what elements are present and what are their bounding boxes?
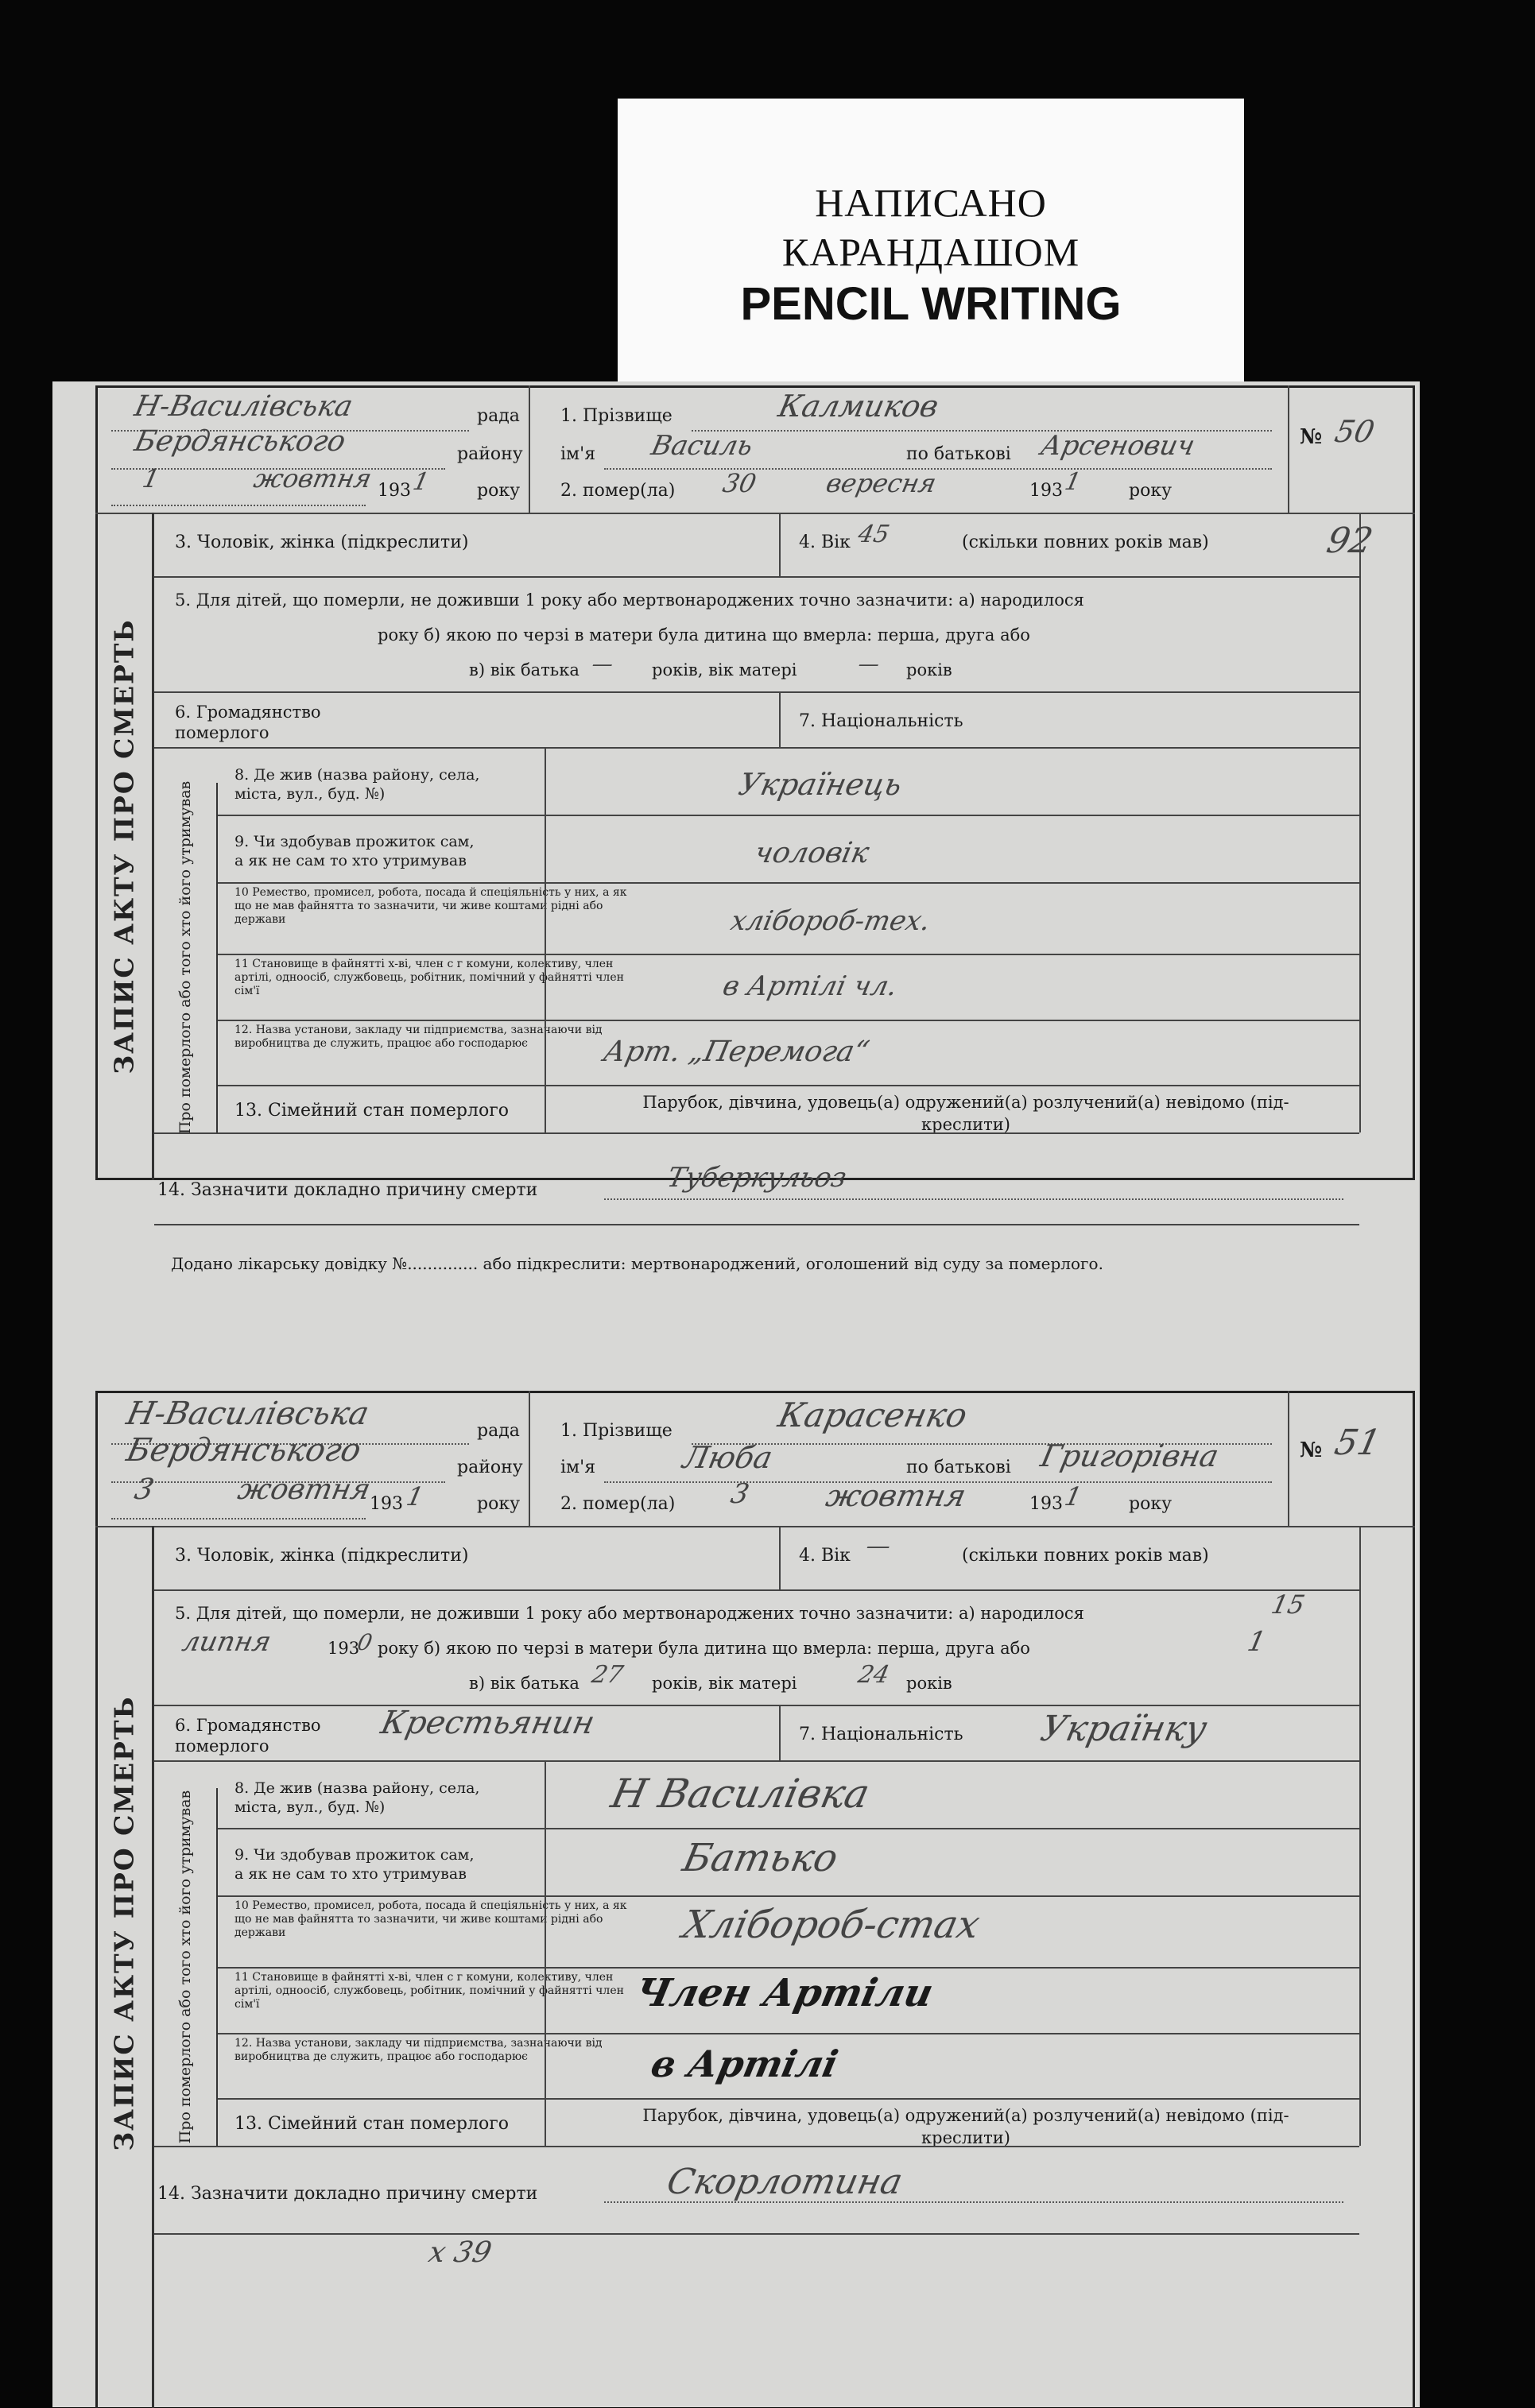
record-number: 51	[1331, 1423, 1385, 1463]
residence-label: 8. Де жив (назва району, села, міста, вул., буд. №)	[235, 766, 480, 803]
age-value: 45	[855, 521, 892, 548]
occupation-value: хлібороб-тех.	[727, 905, 934, 937]
record-number: 50	[1331, 414, 1378, 449]
age-label: 4. Вік	[799, 532, 851, 552]
label-line-1: НАПИСАНО	[815, 180, 1047, 225]
death-month-value: вересня	[823, 468, 940, 498]
death-record-51	[95, 1391, 1421, 2407]
council-value: Н-Василівська	[123, 1396, 373, 1432]
number-label: №	[1300, 425, 1323, 449]
pencil-writing-label	[618, 99, 1244, 385]
reg-year-value: 1	[403, 1481, 427, 1512]
mother-age-label: років, вік матері	[652, 660, 797, 679]
occupation-value: Хлібороб-стах	[679, 1903, 984, 1947]
age-value: —	[863, 1532, 893, 1560]
father-age-label: в) вік батька	[469, 660, 580, 679]
years-label: років	[906, 1674, 952, 1693]
died-label: 2. помер(ла)	[560, 481, 676, 501]
cause-value: Скорлотина	[663, 2162, 906, 2202]
death-year-value: 1	[1062, 468, 1083, 496]
workplace-value: в Артілі	[647, 2042, 842, 2085]
workplace-label: 12. Назва установи, закладу чи підприємства, зазначаючи від виробництва де служить, працює або господарює	[235, 1024, 603, 1050]
status-label: 11 Становище в файнятті х-ві, член с г комуни, колективу, член артілі, одноосіб, службовець, робітник, помічний у файнятті член сім'ї	[235, 958, 624, 997]
patronymic-label: по батькові	[906, 1458, 1011, 1477]
surname-label: 1. Прізвище	[560, 406, 673, 426]
mother-age-label: років, вік матері	[652, 1674, 797, 1693]
name-label: ім'я	[560, 1458, 596, 1477]
death-roku-label: року	[1129, 1494, 1173, 1514]
cause-value-50: Туберкульоз	[664, 1162, 850, 1194]
district-value: Бердянського	[131, 425, 349, 458]
roku-label: року	[477, 481, 521, 501]
occupation-label: 10 Ремество, промисел, робота, посада й спеціяльність у них, а як що не мав файнятта то зазначити, чи живе коштами рідні або держави	[235, 886, 627, 926]
born-year-prefix: 193	[328, 1639, 360, 1658]
patronymic-value: Григорівна	[1037, 1438, 1223, 1473]
margin-note: 92	[1323, 521, 1377, 561]
reg-month-value: жовтня	[235, 1473, 374, 1506]
workplace-value: Арт. „Перемога“	[600, 1036, 872, 1068]
label-line-2: КАРАНДАШОМ	[781, 230, 1080, 274]
label-line-3: PENCIL WRITING	[740, 278, 1122, 330]
death-roku-label: року	[1129, 481, 1173, 501]
residence-label: 8. Де жив (назва району, села, міста, вул., буд. №)	[235, 1779, 480, 1816]
vertical-title: ЗАПИС АКТУ ПРО СМЕРТЬ	[95, 1526, 154, 2408]
rada-label: рада	[477, 1421, 520, 1441]
roku-label: року	[477, 1494, 521, 1514]
father-age-value: 27	[589, 1661, 626, 1689]
occupation-label: 10 Ремество, промисел, робота, посада й спеціяльність у них, а як що не мав файнятта то зазначити, чи живе коштами рідні або держави	[235, 1899, 627, 1939]
support-value: чоловік	[751, 837, 872, 869]
support-label: 9. Чи здобував прожиток сам, а як не сам то хто утримував	[235, 833, 475, 869]
years-label: років	[906, 660, 952, 679]
support-value: Батько	[679, 1836, 843, 1880]
children-note-line1: 5. Для дітей, що померли, не доживши 1 року або мертвонароджених точно зазначити: а) народилося	[175, 1604, 1084, 1623]
reg-month-value: жовтня	[250, 463, 374, 494]
died-label: 2. помер(ла)	[560, 1494, 676, 1514]
residence-value: Н Василівка	[607, 1771, 874, 1817]
vertical-subtitle: Про померлого або того хто його утримував	[154, 1788, 218, 2146]
name-value: Василь	[648, 430, 756, 462]
status-label: 11 Становище в файнятті х-ві, член с г комуни, колективу, член артілі, одноосіб, службовець, робітник, помічний у файнятті член сім'ї	[235, 1971, 624, 2011]
rayonu-label: району	[457, 444, 523, 464]
death-month-value: жовтня	[823, 1478, 970, 1513]
age-label: 4. Вік	[799, 1546, 851, 1566]
surname-value: Карасенко	[774, 1396, 971, 1434]
mother-age-value: —	[855, 652, 882, 676]
death-year-value: 1	[1061, 1481, 1085, 1512]
children-note-line1: 5. Для дітей, що померли, не доживши 1 року або мертвонароджених точно зазначити: а) народилося	[175, 590, 1084, 610]
cause-label-50: 14. Зазначити докладно причину смерти	[157, 1180, 538, 1200]
family-status-label: 13. Сімейний стан померлого	[235, 2114, 510, 2134]
father-age-label: в) вік батька	[469, 1674, 580, 1693]
born-year-value: 0	[355, 1629, 375, 1655]
death-year-prefix: 193	[1029, 1494, 1063, 1514]
name-value: Люба	[680, 1440, 776, 1475]
residence-value: Українець	[735, 767, 905, 802]
reg-day-value: 1	[139, 463, 163, 494]
council-value: Н-Василівська	[131, 390, 356, 423]
family-status-label: 13. Сімейний стан померлого	[235, 1101, 510, 1121]
children-note-line2: року б) якою по черзі в матери була дитина що вмерла: перша, друга або	[378, 1639, 1030, 1658]
vertical-subtitle: Про померлого або того хто його утримував	[154, 783, 218, 1132]
status-value: Член Артіли	[631, 1971, 937, 2015]
district-value: Бердянського	[123, 1432, 365, 1469]
sex-label: 3. Чоловік, жінка (підкреслити)	[175, 1546, 469, 1566]
children-note-line2: року б) якою по черзі в матери була дитина що вмерла: перша, друга або	[378, 625, 1030, 645]
patronymic-value: Арсенович	[1037, 430, 1198, 462]
death-day-value: 3	[727, 1478, 752, 1510]
vertical-title: ЗАПИС АКТУ ПРО СМЕРТЬ	[95, 513, 154, 1180]
reg-year-prefix: 193	[378, 481, 411, 501]
death-year-prefix: 193	[1029, 481, 1063, 501]
birth-order-value: 1	[1244, 1626, 1269, 1658]
sex-label: 3. Чоловік, жінка (підкреслити)	[175, 532, 469, 552]
father-age-value: —	[589, 652, 616, 676]
number-label: №	[1300, 1438, 1323, 1462]
rada-label: рада	[477, 406, 520, 426]
nationality-label: 7. Національність	[799, 1725, 963, 1744]
born-day-value: 15	[1268, 1589, 1308, 1620]
page-mark: х 39	[425, 2236, 494, 2269]
nationality-label: 7. Національність	[799, 711, 963, 731]
reg-year-value: 1	[410, 468, 432, 496]
surname-label: 1. Прізвище	[560, 1421, 673, 1441]
citizenship-value: Крестьянин	[378, 1705, 599, 1741]
reg-day-value: 3	[131, 1473, 157, 1506]
death-day-value: 30	[719, 468, 759, 498]
citizenship-label: 6. Громадянство померлого	[175, 1716, 321, 1756]
family-status-options: Парубок, дівчина, удовець(а) одружений(а) розлучений(а) невідомо (під- креслити)	[642, 1093, 1289, 1134]
name-label: ім'я	[560, 444, 596, 464]
citizenship-label: 6. Громадянство померлого	[175, 703, 321, 742]
cause-label: 14. Зазначити докладно причину смерти	[157, 2184, 538, 2204]
reg-year-prefix: 193	[370, 1494, 403, 1514]
support-label: 9. Чи здобував прожиток сам, а як не сам то хто утримував	[235, 1846, 475, 1883]
patronymic-label: по батькові	[906, 444, 1011, 464]
age-hint: (скільки повних років мав)	[962, 1546, 1209, 1566]
nationality-value: Українку	[1037, 1709, 1211, 1749]
mother-age-value: 24	[855, 1661, 892, 1689]
rayonu-label: району	[457, 1458, 523, 1477]
death-record-50	[95, 385, 1421, 1184]
age-hint: (скільки повних років мав)	[962, 532, 1209, 552]
status-value: в Артілі чл.	[719, 970, 901, 1002]
family-status-options: Парубок, дівчина, удовець(а) одружений(а) розлучений(а) невідомо (під- креслити)	[642, 2106, 1289, 2147]
surname-value: Калмиков	[775, 389, 942, 424]
born-month-value: липня	[179, 1626, 274, 1658]
workplace-label: 12. Назва установи, закладу чи підприємства, зазначаючи від виробництва де служить, працює або господарює	[235, 2037, 603, 2063]
footer-note-50: Додано лікарську довідку №.............. або підкреслити: мертвонароджений, оголошений від суду за померлого.	[171, 1254, 1103, 1273]
